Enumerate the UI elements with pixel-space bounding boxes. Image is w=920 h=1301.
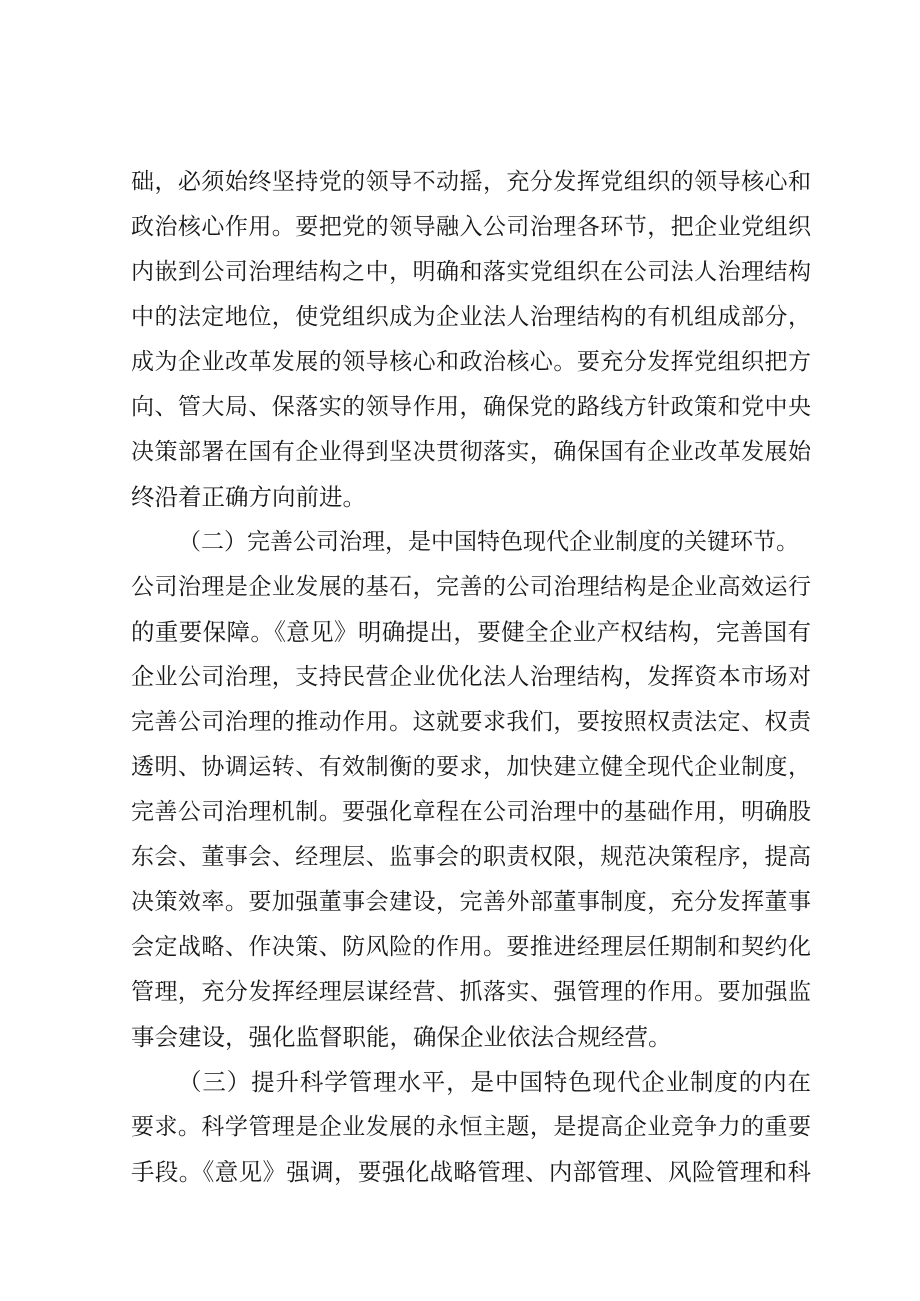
text-line: 东会、董事会、经理层、监事会的职责权限，规范决策程序，提高 [131,844,811,870]
text-line: 透明、协调运转、有效制衡的要求，加快建立健全现代企业制度， [131,754,811,780]
text-line: 成为企业改革发展的领导核心和政治核心。要充分发挥党组织把方 [131,349,811,375]
text-line: 手段。《意见》强调，要强化战略管理、内部管理、风险管理和科 [131,1158,811,1186]
section-heading-3: （三）提升科学管理水平，是中国特色现代企业制度的内在 [178,1068,811,1096]
text-line: 决策部署在国有企业得到坚决贯彻落实，确保国有企业改革发展始 [131,439,811,465]
text-line: 决策效率。要加强董事会建设，完善外部董事制度，充分发挥董事 [131,889,811,915]
text-line: 终沿着正确方向前进。 [131,483,366,511]
text-line: 内嵌到公司治理结构之中，明确和落实党组织在公司法人治理结构 [131,259,811,285]
text-line: 公司治理是企业发展的基石，完善的公司治理结构是企业高效运行 [131,574,811,600]
text-line: 中的法定地位，使党组织成为企业法人治理结构的有机组成部分， [131,304,811,330]
text-line: 完善公司治理的推动作用。这就要求我们，要按照权责法定、权责 [131,709,811,735]
text-line: 要求。科学管理是企业发展的永恒主题，是提高企业竞争力的重要 [131,1114,811,1140]
text-line: 完善公司治理机制。要强化章程在公司治理中的基础作用，明确股 [131,799,811,825]
text-line: 事会建设，强化监督职能，确保企业依法合规经营。 [131,1023,672,1051]
text-line: 会定战略、作决策、防风险的作用。要推进经理层任期制和契约化 [131,934,811,960]
text-line: 管理，充分发挥经理层谋经营、抓落实、强管理的作用。要加强监 [131,979,811,1005]
text-line: 的重要保障。《意见》明确提出，要健全企业产权结构，完善国有 [131,618,811,646]
section-heading-2: （二）完善公司治理，是中国特色现代企业制度的关键环节。 [178,529,799,555]
text-line: 础，必须始终坚持党的领导不动摇，充分发挥党组织的领导核心和 [131,169,811,195]
text-line: 向、管大局、保落实的领导作用，确保党的路线方针政策和党中央 [131,394,811,420]
text-line: 政治核心作用。要把党的领导融入公司治理各环节，把企业党组织 [131,214,811,240]
text-line: 企业公司治理，支持民营企业优化法人治理结构，发挥资本市场对 [131,664,811,690]
